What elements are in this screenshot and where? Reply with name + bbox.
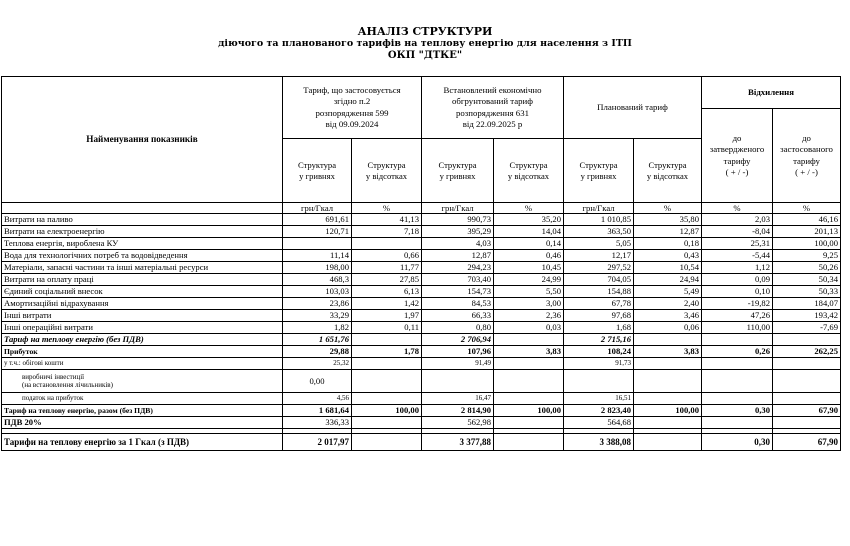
value-cell — [352, 334, 422, 346]
value-cell: 0,10 — [702, 286, 773, 298]
value-cell — [494, 358, 564, 370]
value-cell: 0,30 — [702, 405, 773, 417]
value-cell: 7,18 — [352, 226, 422, 238]
value-cell: 1,12 — [702, 262, 773, 274]
row-label: Прибуток — [2, 346, 283, 358]
investments-row — [2, 370, 841, 393]
value-cell: 262,25 — [773, 346, 841, 358]
value-cell — [494, 393, 564, 405]
value-cell: 4,03 — [422, 238, 494, 250]
value-cell: 363,50 — [564, 226, 634, 238]
value-cell: 67,78 — [564, 298, 634, 310]
structure-uah-header: Структура у гривнях — [283, 139, 352, 203]
row-label: ПДВ 20% — [2, 417, 283, 429]
value-cell: 103,03 — [283, 286, 352, 298]
value-cell: 0,26 — [702, 346, 773, 358]
tariff-with-vat-row — [2, 434, 841, 451]
value-cell: 294,23 — [422, 262, 494, 274]
value-cell: 97,68 — [564, 310, 634, 322]
value-cell: 0,80 — [422, 322, 494, 334]
row-label: Тарифи на теплову енергію за 1 Гкал (з ПДВ) — [2, 434, 283, 451]
value-cell — [283, 238, 352, 250]
value-cell: 10,54 — [634, 262, 702, 274]
value-cell: 5,50 — [494, 286, 564, 298]
value-cell: 12,87 — [422, 250, 494, 262]
value-cell — [773, 393, 841, 405]
value-cell: 67,90 — [773, 434, 841, 451]
tariff-total-row — [2, 405, 841, 417]
report-subtitle: діючого та планованого тарифів на теплову енергію для населення з ІТП — [218, 38, 632, 49]
value-cell — [352, 434, 422, 451]
value-cell: 336,33 — [283, 417, 352, 429]
value-cell: 468,3 — [283, 274, 352, 286]
value-cell: 990,73 — [422, 214, 494, 226]
value-cell: 46,16 — [773, 214, 841, 226]
row-label: Тариф на теплову енергію, разом (без ПДВ) — [2, 405, 283, 417]
value-cell: 0,00 — [283, 370, 352, 393]
row-label: Вода для технологічних потреб та водовідведення — [2, 250, 283, 262]
value-cell: 0,43 — [634, 250, 702, 262]
value-cell — [702, 358, 773, 370]
value-cell: -5,44 — [702, 250, 773, 262]
value-cell — [702, 393, 773, 405]
value-cell: 50,26 — [773, 262, 841, 274]
value-cell: 1 681,64 — [283, 405, 352, 417]
investments-sublabel: (на встановлення лічильників) — [22, 381, 113, 389]
row-label: Інші операційні витрати — [2, 322, 283, 334]
value-cell: 100,00 — [352, 405, 422, 417]
value-cell: 25,31 — [702, 238, 773, 250]
value-cell: 24,99 — [494, 274, 564, 286]
value-cell — [352, 393, 422, 405]
table-row — [2, 226, 841, 238]
report-title: АНАЛІЗ СТРУКТУРИ — [357, 25, 493, 38]
value-cell — [634, 393, 702, 405]
value-cell: 1,68 — [564, 322, 634, 334]
value-cell: 704,05 — [564, 274, 634, 286]
value-cell: 2 706,94 — [422, 334, 494, 346]
value-cell: 12,17 — [564, 250, 634, 262]
row-label: Інші витрати — [2, 310, 283, 322]
value-cell: 29,88 — [283, 346, 352, 358]
value-cell: 3 388,08 — [564, 434, 634, 451]
value-cell: -8,04 — [702, 226, 773, 238]
units-row — [2, 203, 841, 214]
value-cell — [634, 434, 702, 451]
deviation-approved-header: до затвердженого тарифу ( + / -) — [702, 109, 773, 203]
current-tariff-header: Тариф, що застосовується згідно п.2 розпорядження 599 від 09.09.2024 — [283, 77, 422, 139]
deviation-header: Відхилення — [702, 77, 841, 109]
value-cell: 35,80 — [634, 214, 702, 226]
value-cell — [494, 434, 564, 451]
profit-row — [2, 346, 841, 358]
value-cell: 564,68 — [564, 417, 634, 429]
table-row — [2, 262, 841, 274]
value-cell: 50,33 — [773, 286, 841, 298]
unit-cell: % — [773, 203, 841, 214]
value-cell: 91,49 — [422, 358, 494, 370]
table-row — [2, 286, 841, 298]
value-cell: 3,46 — [634, 310, 702, 322]
value-cell — [634, 358, 702, 370]
value-cell: 3 377,88 — [422, 434, 494, 451]
value-cell — [773, 417, 841, 429]
value-cell: 66,33 — [422, 310, 494, 322]
table-row — [2, 238, 841, 250]
cost-rows — [2, 214, 841, 334]
value-cell: 35,20 — [494, 214, 564, 226]
value-cell: 2 823,40 — [564, 405, 634, 417]
report-organization: ОКП "ДТКЕ" — [387, 50, 463, 61]
value-cell: -19,82 — [702, 298, 773, 310]
value-cell — [773, 334, 841, 346]
unit-cell: грн/Гкал — [564, 203, 634, 214]
value-cell: 0,14 — [494, 238, 564, 250]
value-cell: 12,87 — [634, 226, 702, 238]
value-cell: 108,24 — [564, 346, 634, 358]
value-cell: 107,96 — [422, 346, 494, 358]
row-label: Витрати на електроенергію — [2, 226, 283, 238]
structure-pct-header: Структура у відсотках — [494, 139, 564, 203]
value-cell: 100,00 — [773, 238, 841, 250]
value-cell: 2,40 — [634, 298, 702, 310]
value-cell — [634, 334, 702, 346]
value-cell — [352, 417, 422, 429]
row-label: податок на прибуток — [2, 393, 283, 405]
row-label: Амортизаційні відрахування — [2, 298, 283, 310]
value-cell: 3,83 — [634, 346, 702, 358]
value-cell: -7,69 — [773, 322, 841, 334]
value-cell: 0,66 — [352, 250, 422, 262]
tariff-structure-table — [1, 76, 841, 451]
value-cell: 50,34 — [773, 274, 841, 286]
value-cell — [352, 238, 422, 250]
value-cell: 395,29 — [422, 226, 494, 238]
row-label: Теплова енергія, вироблена КУ — [2, 238, 283, 250]
value-cell: 91,73 — [564, 358, 634, 370]
value-cell: 0,06 — [634, 322, 702, 334]
value-cell — [634, 417, 702, 429]
table-row — [2, 274, 841, 286]
established-tariff-header: Встановлений економічно обгрунтований тариф розпорядження 631 від 22.09.2025 р — [422, 77, 564, 139]
value-cell: 0,46 — [494, 250, 564, 262]
value-cell: 16,51 — [564, 393, 634, 405]
value-cell: 110,00 — [702, 322, 773, 334]
value-cell: 0,11 — [352, 322, 422, 334]
structure-pct-header: Структура у відсотках — [634, 139, 702, 203]
value-cell: 11,77 — [352, 262, 422, 274]
table-row — [2, 322, 841, 334]
value-cell: 562,98 — [422, 417, 494, 429]
indicator-name-header: Найменування показників — [2, 77, 283, 203]
value-cell: 201,13 — [773, 226, 841, 238]
value-cell — [702, 417, 773, 429]
value-cell — [494, 417, 564, 429]
vat-row — [2, 417, 841, 429]
value-cell: 184,07 — [773, 298, 841, 310]
table-row — [2, 310, 841, 322]
value-cell: 11,14 — [283, 250, 352, 262]
value-cell: 33,29 — [283, 310, 352, 322]
planned-tariff-header: Планований тариф — [564, 77, 702, 139]
value-cell: 14,04 — [494, 226, 564, 238]
value-cell: 2 715,16 — [564, 334, 634, 346]
value-cell: 198,00 — [283, 262, 352, 274]
tariff-no-vat-row — [2, 334, 841, 346]
value-cell: 0,18 — [634, 238, 702, 250]
structure-pct-header: Структура у відсотках — [352, 139, 422, 203]
unit-cell: грн/Гкал — [422, 203, 494, 214]
value-cell: 703,40 — [422, 274, 494, 286]
row-label: у т.ч.: обігові кошти — [2, 358, 283, 370]
value-cell: 2 017,97 — [283, 434, 352, 451]
value-cell: 0,03 — [494, 322, 564, 334]
value-cell: 1 010,85 — [564, 214, 634, 226]
value-cell: 297,52 — [564, 262, 634, 274]
value-cell: 154,73 — [422, 286, 494, 298]
value-cell — [352, 358, 422, 370]
value-cell: 67,90 — [773, 405, 841, 417]
value-cell: 4,56 — [283, 393, 352, 405]
structure-uah-header: Структура у гривнях — [564, 139, 634, 203]
value-cell: 10,45 — [494, 262, 564, 274]
value-cell: 100,00 — [634, 405, 702, 417]
table-row — [2, 214, 841, 226]
value-cell: 5,49 — [634, 286, 702, 298]
value-cell: 193,42 — [773, 310, 841, 322]
value-cell — [494, 334, 564, 346]
value-cell — [702, 334, 773, 346]
value-cell: 120,71 — [283, 226, 352, 238]
structure-uah-header: Структура у гривнях — [422, 139, 494, 203]
unit-cell: % — [494, 203, 564, 214]
value-cell: 5,05 — [564, 238, 634, 250]
value-cell: 23,86 — [283, 298, 352, 310]
income-tax-row — [2, 393, 841, 405]
value-cell: 0,09 — [702, 274, 773, 286]
row-label: Матеріали, запасні частини та інші матеріальні ресурси — [2, 262, 283, 274]
value-cell: 0,30 — [702, 434, 773, 451]
deviation-applied-header: до застосованого тарифу ( + / -) — [773, 109, 841, 203]
value-cell: 2,03 — [702, 214, 773, 226]
value-cell: 154,88 — [564, 286, 634, 298]
row-label: Тариф на теплову енергію (без ПДВ) — [2, 334, 283, 346]
unit-cell: грн/Гкал — [283, 203, 352, 214]
value-cell: 3,83 — [494, 346, 564, 358]
value-cell: 3,00 — [494, 298, 564, 310]
unit-cell: % — [634, 203, 702, 214]
value-cell: 2 814,90 — [422, 405, 494, 417]
value-cell: 691,61 — [283, 214, 352, 226]
value-cell: 1,82 — [283, 322, 352, 334]
value-cell: 1 651,76 — [283, 334, 352, 346]
value-cell: 6,13 — [352, 286, 422, 298]
unit-cell: % — [702, 203, 773, 214]
value-cell: 16,47 — [422, 393, 494, 405]
value-cell: 1,78 — [352, 346, 422, 358]
table-row — [2, 250, 841, 262]
value-cell: 27,85 — [352, 274, 422, 286]
unit-cell: % — [352, 203, 422, 214]
value-cell: 2,36 — [494, 310, 564, 322]
value-cell — [773, 358, 841, 370]
value-cell: 41,13 — [352, 214, 422, 226]
value-cell: 1,42 — [352, 298, 422, 310]
value-cell: 84,53 — [422, 298, 494, 310]
value-cell: 9,25 — [773, 250, 841, 262]
value-cell: 100,00 — [494, 405, 564, 417]
row-label: Витрати на паливо — [2, 214, 283, 226]
row-label: Витрати на оплату праці — [2, 274, 283, 286]
investments-label: виробничі інвестиції — [22, 372, 85, 381]
value-cell: 47,26 — [702, 310, 773, 322]
table-row — [2, 298, 841, 310]
row-label: Єдиний соціальний внесок — [2, 286, 283, 298]
value-cell: 25,32 — [283, 358, 352, 370]
value-cell: 24,94 — [634, 274, 702, 286]
value-cell: 1,97 — [352, 310, 422, 322]
working-capital-row — [2, 358, 841, 370]
